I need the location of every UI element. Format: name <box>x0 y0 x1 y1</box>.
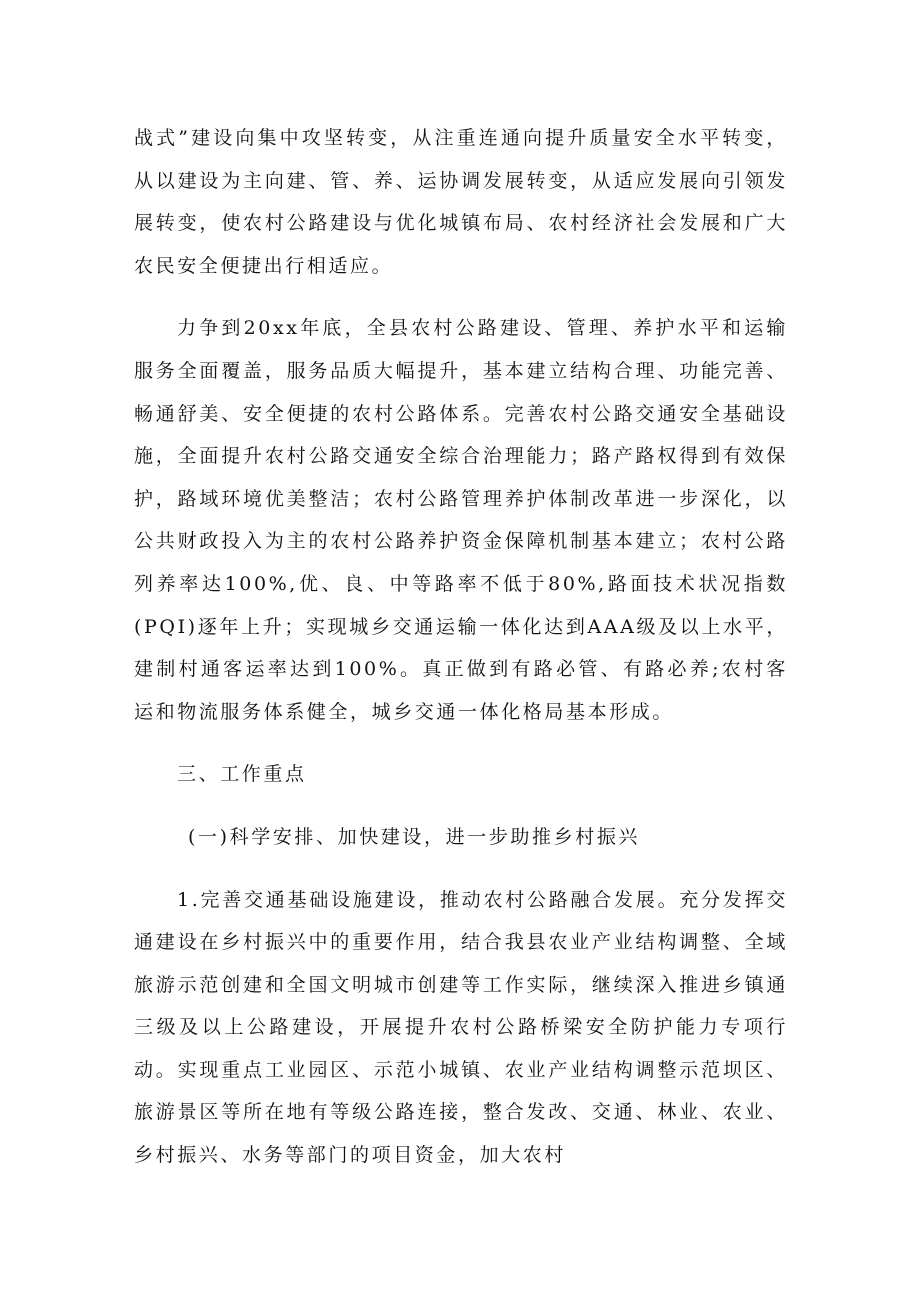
subsection-heading: (一)科学安排、加快建设，进一步助推乡村振兴 <box>188 825 641 848</box>
paragraph-goals: 力争到20xx年底，全县农村公路建设、管理、养护水平和运输服务全面覆盖，服务品质大幅提升，基本建立结构合理、功能完善、畅通舒美、安全便捷的农村公路体系。完善农村公路交通安全基础设施，全面提升农村公路交通安全综合治理能力；路产路权得到有效保护，路域环境优美整洁；农村公路管理养护体制改革进一步深化，以公共财政投入为主的农村公路养护资金保障机制基本建立；农村公路列养率达100%,优、良、中等路率不低于80%,路面技术状况指数(PQI)逐年上升；实现城乡交通运输一体化达到AAA级及以上水平，建制村通客运率达到100%。真正做到有路必管、有路必养;农村客运和物流服务体系健全，城乡交通一体化格局基本形成。 <box>134 317 788 723</box>
paragraph-item-1: 1.完善交通基础设施建设，推动农村公路融合发展。充分发挥交通建设在乡村振兴中的重要作用，结合我县农业产业结构调整、全域旅游示范创建和全国文明城市创建等工作实际，继续深入推进乡镇通三级及以上公路建设，开展提升农村公路桥梁安全防护能力专项行动。实现重点工业园区、示范小城镇、农业产业结构调整示范坝区、旅游景区等所在地有等级公路连接，整合发改、交通、林业、农业、乡村振兴、水务等部门的项目资金，加大农村 <box>134 888 788 1167</box>
paragraph-continued: 战式”建设向集中攻坚转变，从注重连通向提升质量安全水平转变，从以建设为主向建、管、养、运协调发展转变，从适应发展向引领发展转变，使农村公路建设与优化城镇布局、农村经济社会发展和广大农民安全便捷出行相适应。 <box>134 127 788 277</box>
section-heading: 三、工作重点 <box>177 763 307 786</box>
